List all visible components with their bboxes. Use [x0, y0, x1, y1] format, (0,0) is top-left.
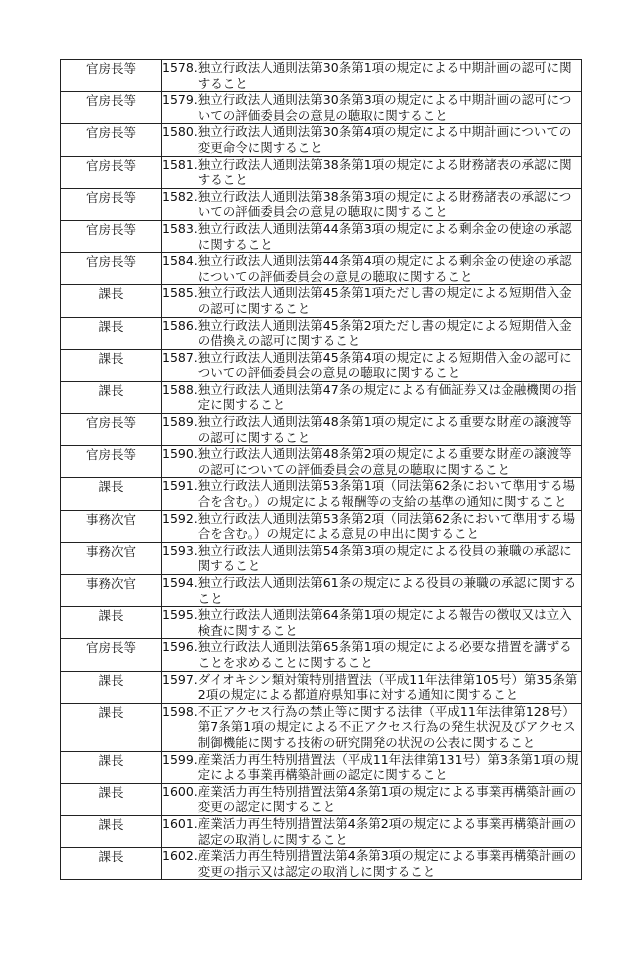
- item-text: 独立行政法人通則法第48条第1項の規定による重要な財産の譲渡等の認可に関すること: [197, 414, 572, 445]
- item-cell: [162, 60, 582, 92]
- authority-cell: 官房長等: [61, 446, 162, 478]
- item-cell: [162, 156, 582, 188]
- table-row: [61, 848, 582, 880]
- authority-cell: 官房長等: [61, 156, 162, 188]
- item-text: 独立行政法人通則法第54条第3項の規定による役員の兼職の承認に関すること: [197, 542, 572, 574]
- item-text: 独立行政法人通則法第45条第1項ただし書の規定による短期借入金の認可に関すること: [197, 285, 572, 316]
- item-number: 1600.: [162, 783, 198, 799]
- authority-cell: 官房長等: [61, 92, 162, 124]
- table-row: [61, 414, 582, 446]
- authority-cell: 課長: [61, 317, 162, 349]
- item-content: [162, 816, 581, 847]
- item-content: [162, 350, 581, 381]
- item-content: [162, 672, 581, 703]
- item-cell: [162, 317, 582, 349]
- item-cell: [162, 381, 582, 413]
- item-number: 1581.: [162, 156, 198, 172]
- item-number: 1592.: [162, 510, 198, 526]
- item-text: 独立行政法人通則法第64条第1項の規定による報告の徴収又は立入検査に関すること: [197, 607, 572, 638]
- table-row: [61, 220, 582, 252]
- item-number: 1597.: [162, 671, 198, 687]
- authority-cell: 課長: [61, 285, 162, 317]
- authority-cell: 課長: [61, 848, 162, 880]
- item-cell: [162, 607, 582, 639]
- item-content: [162, 607, 581, 638]
- table-row: [61, 510, 582, 542]
- item-text: 産業活力再生特別措置法第4条第2項の規定による事業再構築計画の認定の取消しに関すること: [197, 815, 577, 847]
- table-row: [61, 751, 582, 783]
- table-row: [61, 188, 582, 220]
- item-text: 独立行政法人通則法第48条第2項の規定による重要な財産の譲渡等の認可についての評価委員会の意見の聴取に関すること: [197, 446, 572, 477]
- item-cell: [162, 285, 582, 317]
- item-cell: [162, 542, 582, 574]
- table-row: [61, 92, 582, 124]
- item-content: [162, 575, 581, 606]
- authority-cell: 官房長等: [61, 639, 162, 671]
- item-content: [162, 221, 581, 252]
- authority-cell: 官房長等: [61, 414, 162, 446]
- item-number: 1582.: [162, 188, 198, 204]
- item-content: [162, 92, 581, 123]
- item-cell: [162, 703, 582, 751]
- item-text: 不正アクセス行為の禁止等に関する法律（平成11年法律第128号）第7条第1項の規定による不正アクセス行為の発生状況及びアクセス制御機能に関する技術の研究開発の状況の公表に関すること: [197, 703, 576, 750]
- table-row: [61, 60, 582, 92]
- item-text: 独立行政法人通則法第45条第4項の規定による短期借入金の認可についての評価委員会の意見の聴取に関すること: [197, 349, 572, 381]
- item-content: [162, 189, 581, 220]
- item-number: 1593.: [162, 542, 198, 558]
- item-cell: [162, 639, 582, 671]
- item-text: 独立行政法人通則法第53条第1項（同法第62条において準用する場合を含む。）の規定による報酬等の支給の基準の通知に関すること: [197, 478, 576, 510]
- delegation-table: [60, 59, 582, 880]
- item-number: 1587.: [162, 349, 198, 365]
- item-text: 独立行政法人通則法第38条第3項の規定による財務諸表の承認についての評価委員会の意見の聴取に関すること: [197, 188, 572, 220]
- authority-cell: 課長: [61, 783, 162, 815]
- authority-cell: 官房長等: [61, 124, 162, 156]
- item-number: 1580.: [162, 124, 198, 140]
- item-cell: [162, 349, 582, 381]
- item-cell: [162, 188, 582, 220]
- item-number: 1585.: [162, 285, 198, 301]
- authority-cell: 課長: [61, 815, 162, 847]
- item-content: [162, 285, 581, 316]
- authority-cell: 事務次官: [61, 510, 162, 542]
- item-text: 独立行政法人通則法第61条の規定による役員の兼職の承認に関すること: [197, 575, 577, 606]
- item-number: 1594.: [162, 575, 198, 590]
- authority-cell: 課長: [61, 751, 162, 783]
- item-number: 1596.: [162, 639, 198, 655]
- item-text: 独立行政法人通則法第65条第1項の規定による必要な措置を講ずることを求めることに関すること: [197, 639, 572, 670]
- item-number: 1589.: [162, 414, 198, 430]
- authority-cell: 課長: [61, 349, 162, 381]
- item-cell: [162, 848, 582, 880]
- authority-cell: 課長: [61, 607, 162, 639]
- item-content: [162, 446, 581, 477]
- table-row: [61, 446, 582, 478]
- table-row: [61, 639, 582, 671]
- item-number: 1583.: [162, 220, 198, 236]
- table-row: [61, 542, 582, 574]
- table-row: [61, 815, 582, 847]
- item-cell: [162, 815, 582, 847]
- authority-cell: 課長: [61, 478, 162, 510]
- item-content: [162, 639, 581, 670]
- item-content: [162, 543, 581, 574]
- authority-cell: 事務次官: [61, 575, 162, 607]
- item-number: 1578.: [162, 60, 198, 75]
- item-text: 独立行政法人通則法第47条の規定による有価証券又は金融機関の指定に関すること: [197, 381, 577, 413]
- item-text: 独立行政法人通則法第30条第4項の規定による中期計画についての変更命令に関すること: [197, 124, 572, 155]
- authority-cell: 事務次官: [61, 542, 162, 574]
- table-row: [61, 124, 582, 156]
- item-number: 1601.: [162, 815, 198, 831]
- item-text: 産業活力再生特別措置法第4条第3項の規定による事業再構築計画の変更の指示又は認定の取消しに関すること: [197, 848, 577, 879]
- item-number: 1602.: [162, 848, 198, 864]
- item-cell: [162, 783, 582, 815]
- item-content: [162, 784, 581, 815]
- authority-cell: 課長: [61, 381, 162, 413]
- table-row: [61, 671, 582, 703]
- authority-cell: 官房長等: [61, 188, 162, 220]
- item-text: ダイオキシン類対策特別措置法（平成11年法律第105号）第35条第2項の規定による都道府県知事に対する通知に関すること: [197, 671, 578, 703]
- table-row: [61, 317, 582, 349]
- item-content: [162, 60, 581, 91]
- item-number: 1588.: [162, 381, 198, 397]
- item-number: 1598.: [162, 703, 198, 719]
- item-cell: [162, 414, 582, 446]
- item-text: 独立行政法人通則法第30条第3項の規定による中期計画の認可についての評価委員会の意見の聴取に関すること: [197, 92, 572, 123]
- item-number: 1579.: [162, 92, 198, 108]
- table-row: [61, 349, 582, 381]
- item-number: 1590.: [162, 446, 198, 462]
- item-content: [162, 511, 581, 542]
- table-row: [61, 607, 582, 639]
- item-text: 独立行政法人通則法第38条第1項の規定による財務諸表の承認に関すること: [197, 156, 572, 188]
- item-number: 1591.: [162, 478, 198, 494]
- item-content: [162, 478, 581, 509]
- item-number: 1584.: [162, 253, 198, 269]
- table-body: [61, 60, 582, 880]
- item-cell: [162, 92, 582, 124]
- item-cell: [162, 671, 582, 703]
- item-cell: [162, 253, 582, 285]
- table-row: [61, 703, 582, 751]
- item-content: [162, 253, 581, 284]
- item-content: [162, 752, 581, 783]
- item-content: [162, 704, 581, 751]
- authority-cell: 課長: [61, 703, 162, 751]
- item-number: 1586.: [162, 317, 198, 333]
- authority-cell: 官房長等: [61, 253, 162, 285]
- item-content: [162, 382, 581, 413]
- item-text: 独立行政法人通則法第45条第2項ただし書の規定による短期借入金の借換えの認可に関すること: [197, 317, 572, 349]
- authority-cell: 課長: [61, 671, 162, 703]
- item-cell: [162, 478, 582, 510]
- authority-cell: 官房長等: [61, 60, 162, 92]
- item-content: [162, 318, 581, 349]
- table-row: [61, 156, 582, 188]
- table-row: [61, 575, 582, 607]
- item-cell: [162, 446, 582, 478]
- item-cell: [162, 124, 582, 156]
- item-text: 産業活力再生特別措置法（平成11年法律第131号）第3条第1項の規定による事業再構築計画の認定に関すること: [197, 751, 579, 783]
- item-cell: [162, 575, 582, 607]
- item-content: [162, 848, 581, 879]
- item-cell: [162, 751, 582, 783]
- table-row: [61, 381, 582, 413]
- item-text: 独立行政法人通則法第44条第3項の規定による剰余金の使途の承認に関すること: [197, 220, 572, 252]
- item-number: 1595.: [162, 607, 198, 623]
- item-content: [162, 414, 581, 445]
- table-row: [61, 253, 582, 285]
- item-cell: [162, 510, 582, 542]
- item-content: [162, 157, 581, 188]
- table-row: [61, 285, 582, 317]
- item-content: [162, 124, 581, 155]
- item-text: 独立行政法人通則法第30条第1項の規定による中期計画の認可に関すること: [197, 60, 572, 91]
- item-text: 産業活力再生特別措置法第4条第1項の規定による事業再構築計画の変更の認定に関すること: [197, 783, 577, 815]
- authority-cell: 官房長等: [61, 220, 162, 252]
- item-text: 独立行政法人通則法第44条第4項の規定による剰余金の使途の承認についての評価委員会の意見の聴取に関すること: [197, 253, 572, 284]
- item-text: 独立行政法人通則法第53条第2項（同法第62条において準用する場合を含む。）の規定による意見の申出に関すること: [197, 510, 576, 542]
- item-cell: [162, 220, 582, 252]
- table-row: [61, 783, 582, 815]
- item-number: 1599.: [162, 751, 198, 767]
- table-row: [61, 478, 582, 510]
